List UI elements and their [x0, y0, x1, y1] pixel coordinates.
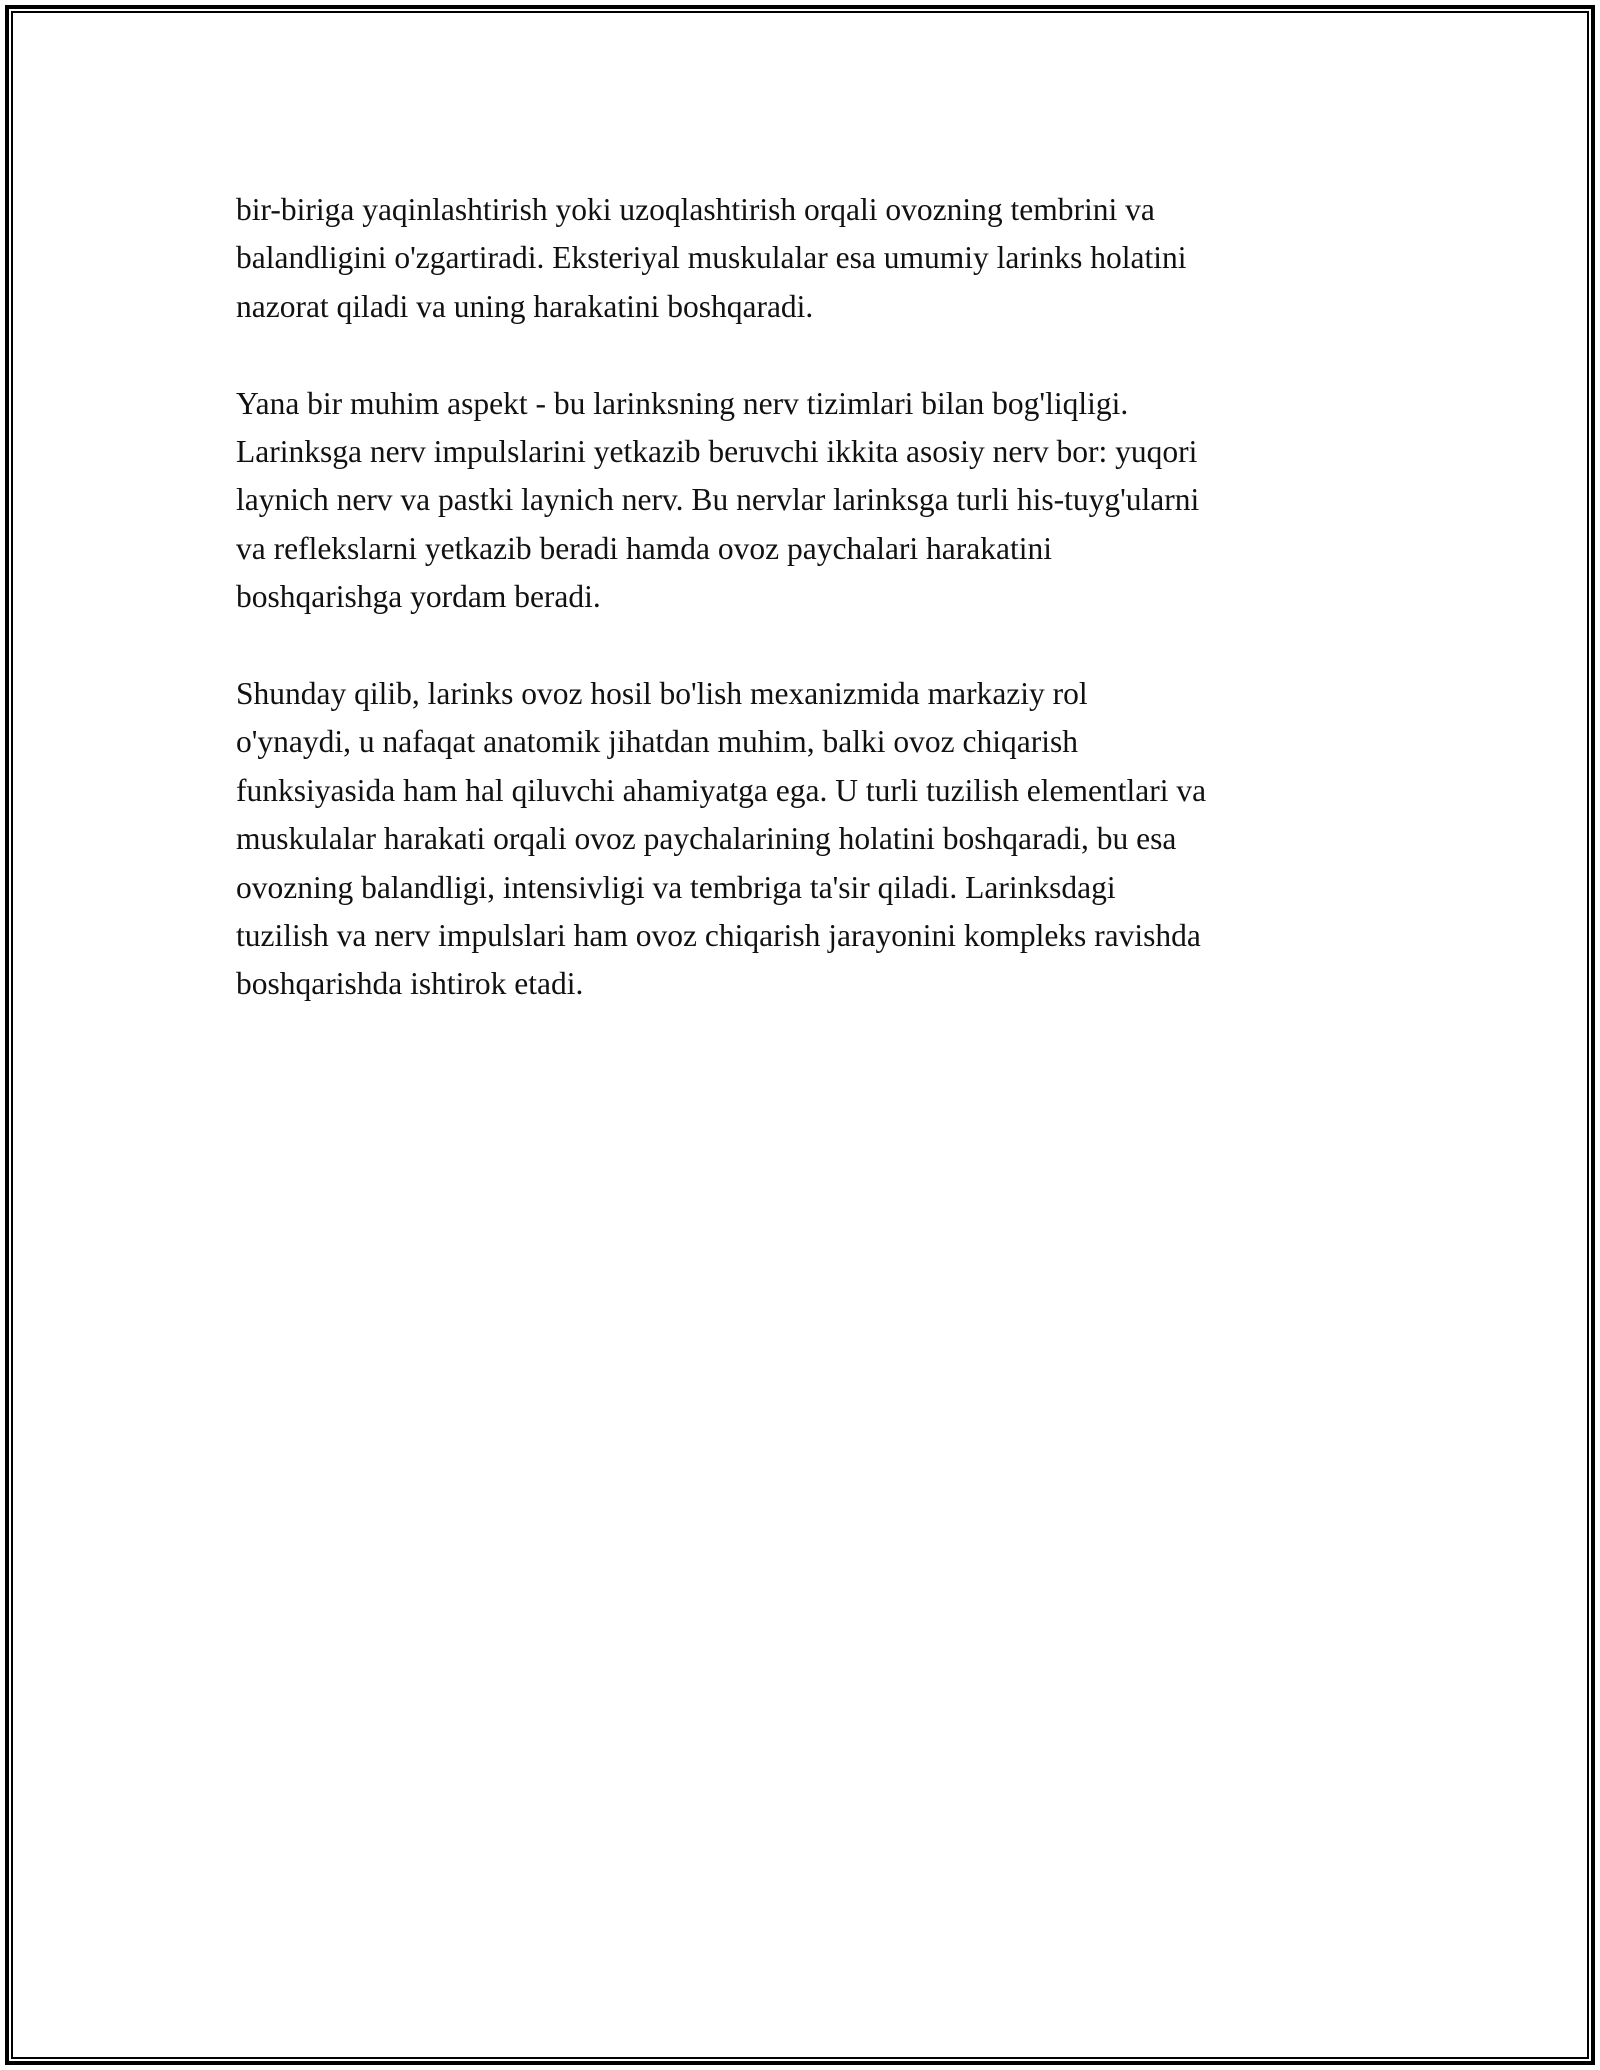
text-line: nazorat qiladi va uning harakatini boshqaradi. — [236, 288, 814, 324]
text-line: balandligini o'zgartiradi. Eksteriyal muskulalar esa umumiy larinks holatini — [236, 240, 1187, 276]
document-body — [236, 186, 1396, 1057]
text-line: boshqarishda ishtirok etadi. — [236, 966, 584, 1002]
text-line: funksiyasida ham hal qiluvchi ahamiyatga ega. U turli tuzilish elementlari va — [236, 772, 1207, 808]
text-line: muskulalar harakati orqali ovoz paychalarining holatini boshqaradi, bu esa — [236, 821, 1177, 857]
paragraph-1 — [236, 186, 1396, 331]
paragraph-2 — [236, 380, 1396, 622]
text-line: boshqarishga yordam beradi. — [236, 579, 601, 615]
text-line: Larinksga nerv impulslarini yetkazib beruvchi ikkita asosiy nerv bor: yuqori — [236, 434, 1198, 470]
text-line: ovozning balandligi, intensivligi va tembriga ta'sir qiladi. Larinksdagi — [236, 869, 1116, 905]
text-line: bir-biriga yaqinlashtirish yoki uzoqlashtirish orqali ovozning tembrini va — [236, 192, 1155, 227]
text-line: tuzilish va nerv impulslari ham ovoz chiqarish jarayonini kompleks ravishda — [236, 918, 1201, 954]
text-line: o'ynaydi, u nafaqat anatomik jihatdan muhim, balki ovoz chiqarish — [236, 724, 1078, 760]
text-line: Shunday qilib, larinks ovoz hosil bo'lish mexanizmida markaziy rol — [236, 676, 1088, 712]
text-line: va reflekslarni yetkazib beradi hamda ovoz paychalari harakatini — [236, 530, 1052, 566]
paragraph-3 — [236, 670, 1396, 1009]
text-line: laynich nerv va pastki laynich nerv. Bu nervlar larinksga turli his-tuyg'ularni — [236, 482, 1200, 518]
text-line: Yana bir muhim aspekt - bu larinksning nerv tizimlari bilan bog'liqligi. — [236, 385, 1129, 421]
